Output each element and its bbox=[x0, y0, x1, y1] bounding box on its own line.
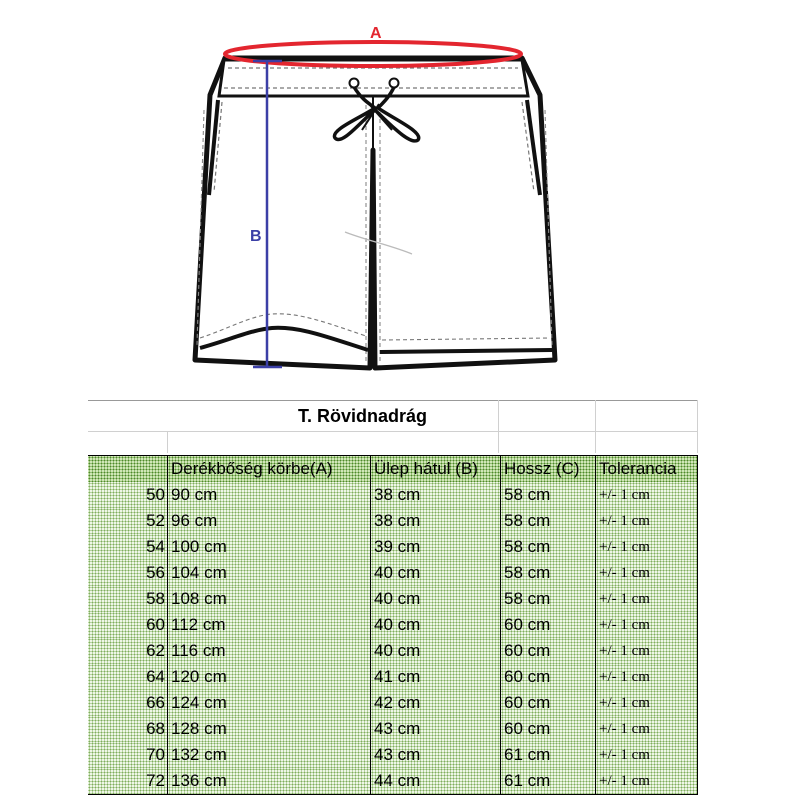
length-cell: 58 cm bbox=[501, 482, 596, 508]
table-row bbox=[88, 560, 698, 587]
length-cell: 58 cm bbox=[501, 508, 596, 534]
size-cell: 64 bbox=[88, 664, 168, 690]
label-a: A bbox=[370, 25, 382, 42]
right-hem bbox=[380, 350, 552, 352]
size-cell: 62 bbox=[88, 638, 168, 664]
tolerance-cell: +/- 1 cm bbox=[596, 742, 698, 768]
label-b: B bbox=[250, 228, 262, 245]
size-table bbox=[0, 400, 800, 800]
waist-cell: 112 cm bbox=[168, 612, 371, 638]
table-row bbox=[88, 586, 698, 613]
size-cell: 60 bbox=[88, 612, 168, 638]
tolerance-cell: +/- 1 cm bbox=[596, 508, 698, 534]
size-cell: 54 bbox=[88, 534, 168, 560]
header-waist: Derékbőség körbe(A) bbox=[168, 456, 371, 482]
length-cell: 60 cm bbox=[501, 716, 596, 742]
header-length: Hossz (C) bbox=[501, 456, 596, 482]
table-row bbox=[88, 664, 698, 691]
waist-cell: 100 cm bbox=[168, 534, 371, 560]
header-tolerance: Tolerancia bbox=[596, 456, 698, 482]
seat-cell: 43 cm bbox=[371, 742, 501, 768]
waist-cell: 96 cm bbox=[168, 508, 371, 534]
length-cell: 58 cm bbox=[501, 586, 596, 612]
size-cell: 50 bbox=[88, 482, 168, 508]
size-cell: 58 bbox=[88, 586, 168, 612]
seat-cell: 41 cm bbox=[371, 664, 501, 690]
seat-cell: 40 cm bbox=[371, 638, 501, 664]
waist-cell: 136 cm bbox=[168, 768, 371, 794]
seat-cell: 38 cm bbox=[371, 508, 501, 534]
tolerance-cell: +/- 1 cm bbox=[596, 690, 698, 716]
waist-cell: 108 cm bbox=[168, 586, 371, 612]
eyelet-right bbox=[390, 79, 399, 88]
size-cell: 56 bbox=[88, 560, 168, 586]
table-row bbox=[88, 690, 698, 717]
size-cell: 72 bbox=[88, 768, 168, 794]
waist-cell: 90 cm bbox=[168, 482, 371, 508]
waist-cell: 124 cm bbox=[168, 690, 371, 716]
length-cell: 58 cm bbox=[501, 560, 596, 586]
waist-cell: 120 cm bbox=[168, 664, 371, 690]
tolerance-cell: +/- 1 cm bbox=[596, 768, 698, 794]
length-cell: 60 cm bbox=[501, 638, 596, 664]
table-row bbox=[88, 638, 698, 665]
tolerance-cell: +/- 1 cm bbox=[596, 482, 698, 508]
table-row bbox=[88, 508, 698, 535]
length-cell: 58 cm bbox=[501, 534, 596, 560]
length-cell: 61 cm bbox=[501, 742, 596, 768]
size-cell: 66 bbox=[88, 690, 168, 716]
seat-cell: 42 cm bbox=[371, 690, 501, 716]
tolerance-cell: +/- 1 cm bbox=[596, 664, 698, 690]
seat-cell: 40 cm bbox=[371, 586, 501, 612]
size-cell: 68 bbox=[88, 716, 168, 742]
tolerance-cell: +/- 1 cm bbox=[596, 612, 698, 638]
tolerance-cell: +/- 1 cm bbox=[596, 534, 698, 560]
waist-cell: 128 cm bbox=[168, 716, 371, 742]
tolerance-cell: +/- 1 cm bbox=[596, 586, 698, 612]
table-row bbox=[88, 534, 698, 561]
length-cell: 60 cm bbox=[501, 690, 596, 716]
length-cell: 60 cm bbox=[501, 612, 596, 638]
table-row bbox=[88, 742, 698, 769]
table-row bbox=[88, 612, 698, 639]
seat-cell: 39 cm bbox=[371, 534, 501, 560]
seat-cell: 43 cm bbox=[371, 716, 501, 742]
eyelet-left bbox=[350, 79, 359, 88]
size-cell: 52 bbox=[88, 508, 168, 534]
table-title: T. Rövidnadrág bbox=[298, 406, 428, 426]
length-cell: 60 cm bbox=[501, 664, 596, 690]
length-cell: 61 cm bbox=[501, 768, 596, 794]
seat-cell: 40 cm bbox=[371, 560, 501, 586]
seat-cell: 38 cm bbox=[371, 482, 501, 508]
seat-cell: 44 cm bbox=[371, 768, 501, 794]
size-cell: 70 bbox=[88, 742, 168, 768]
shorts-outline bbox=[195, 58, 555, 368]
waist-cell: 116 cm bbox=[168, 638, 371, 664]
table-row bbox=[88, 768, 698, 795]
tolerance-cell: +/- 1 cm bbox=[596, 638, 698, 664]
tolerance-cell: +/- 1 cm bbox=[596, 560, 698, 586]
tolerance-cell: +/- 1 cm bbox=[596, 716, 698, 742]
table-header-row bbox=[88, 455, 698, 483]
table-row bbox=[88, 482, 698, 509]
table-row bbox=[88, 716, 698, 743]
waist-cell: 132 cm bbox=[168, 742, 371, 768]
seat-cell: 40 cm bbox=[371, 612, 501, 638]
header-size bbox=[88, 456, 168, 482]
waist-cell: 104 cm bbox=[168, 560, 371, 586]
header-seat: Ülep hátul (B) bbox=[371, 456, 501, 482]
